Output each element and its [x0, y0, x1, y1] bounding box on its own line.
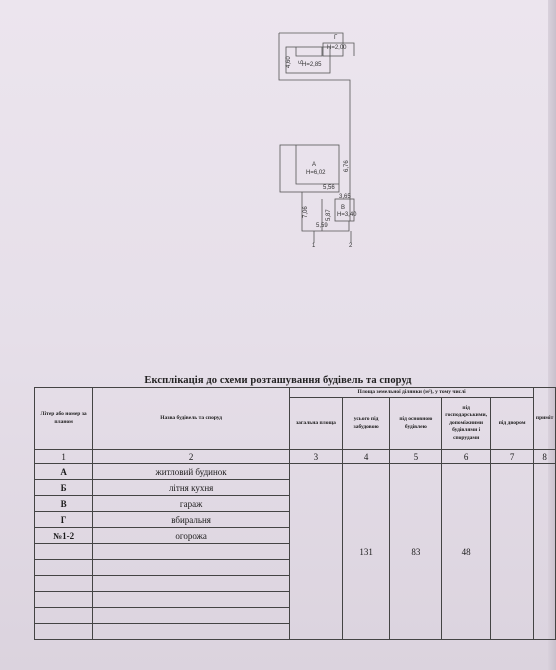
plan-label-a-letter: А — [312, 162, 317, 168]
row-building-name — [93, 608, 290, 624]
row-building-name: літня кухня — [93, 480, 290, 496]
cell-yard — [490, 464, 533, 640]
row-building-name — [93, 544, 290, 560]
cell-built-up-value: 131 — [342, 464, 389, 640]
plan-label-v-letter: В — [341, 205, 346, 211]
building-b-inner — [296, 47, 322, 56]
plan-label-g-letter: Г — [334, 35, 338, 41]
plan-label-fence-2: 2 — [349, 243, 353, 249]
plan-label-right-side: 6,76 — [344, 160, 350, 172]
column-number: 3 — [290, 450, 343, 464]
row-letter — [35, 608, 93, 624]
row-letter — [35, 624, 93, 640]
plan-label-b-width: 4,60 — [286, 56, 292, 68]
row-letter — [35, 560, 93, 576]
row-letter — [35, 592, 93, 608]
plan-label-left-side: 7,06 — [303, 206, 309, 218]
plan-label-fence-1: 1 — [312, 243, 316, 249]
row-building-name — [93, 624, 290, 640]
column-number: 6 — [442, 450, 491, 464]
explication-title: Експлікація до схеми розташування будівель та споруд — [144, 375, 412, 386]
table-row — [35, 464, 556, 480]
row-letter: Б — [35, 480, 93, 496]
row-building-name — [93, 576, 290, 592]
row-letter: Г — [35, 512, 93, 528]
row-building-name: гараж — [93, 496, 290, 512]
row-building-name: вбиральня — [93, 512, 290, 528]
plan-label-a-width: 5,56 — [323, 185, 335, 191]
header-total-area: загальна площа — [290, 398, 343, 450]
cell-main-building-value: 83 — [390, 464, 442, 640]
header-letter: Літер або номер за планом — [35, 388, 93, 450]
plan-label-g-height: Н=2,00 — [327, 45, 347, 51]
plan-label-a-height: Н=6,02 — [306, 170, 326, 176]
column-number: 2 — [93, 450, 290, 464]
plan-label-b-letter: Б — [299, 60, 305, 64]
header-notes: приміт — [534, 388, 556, 450]
plan-label-bottom-width: 5,59 — [316, 223, 328, 229]
plan-label-v-side: 5,87 — [326, 209, 332, 221]
header-area-group: Площа земельної ділянки (м²), у тому числі — [290, 388, 534, 398]
column-number: 1 — [35, 450, 93, 464]
row-letter: А — [35, 464, 93, 480]
row-letter: №1-2 — [35, 528, 93, 544]
column-number: 7 — [490, 450, 533, 464]
header-main-building: під основною будівлею — [390, 398, 442, 450]
header-name: Назва будівель та споруд — [93, 388, 290, 450]
header-auxiliary: під господарськими, допоміжними будівлями і спорудами — [442, 398, 491, 450]
row-building-name — [93, 560, 290, 576]
plan-label-v-top: 3,65 — [339, 194, 351, 200]
column-number: 4 — [342, 450, 389, 464]
column-number: 8 — [534, 450, 556, 464]
row-letter — [35, 544, 93, 560]
column-number: 5 — [390, 450, 442, 464]
plan-label-b-height: Н=2,85 — [302, 62, 322, 68]
explication-table — [34, 387, 556, 640]
row-building-name: житловий будинок — [93, 464, 290, 480]
header-built-up: усього під забудовою — [342, 398, 389, 450]
row-building-name — [93, 592, 290, 608]
plan-label-v-height: Н=3,40 — [337, 212, 357, 218]
header-yard: під двором — [490, 398, 533, 450]
building-a-inner — [296, 145, 339, 184]
row-letter — [35, 576, 93, 592]
cell-auxiliary-value: 48 — [442, 464, 491, 640]
cell-notes — [534, 464, 556, 640]
row-letter: В — [35, 496, 93, 512]
cell-total-area — [290, 464, 343, 640]
row-building-name: огорожа — [93, 528, 290, 544]
